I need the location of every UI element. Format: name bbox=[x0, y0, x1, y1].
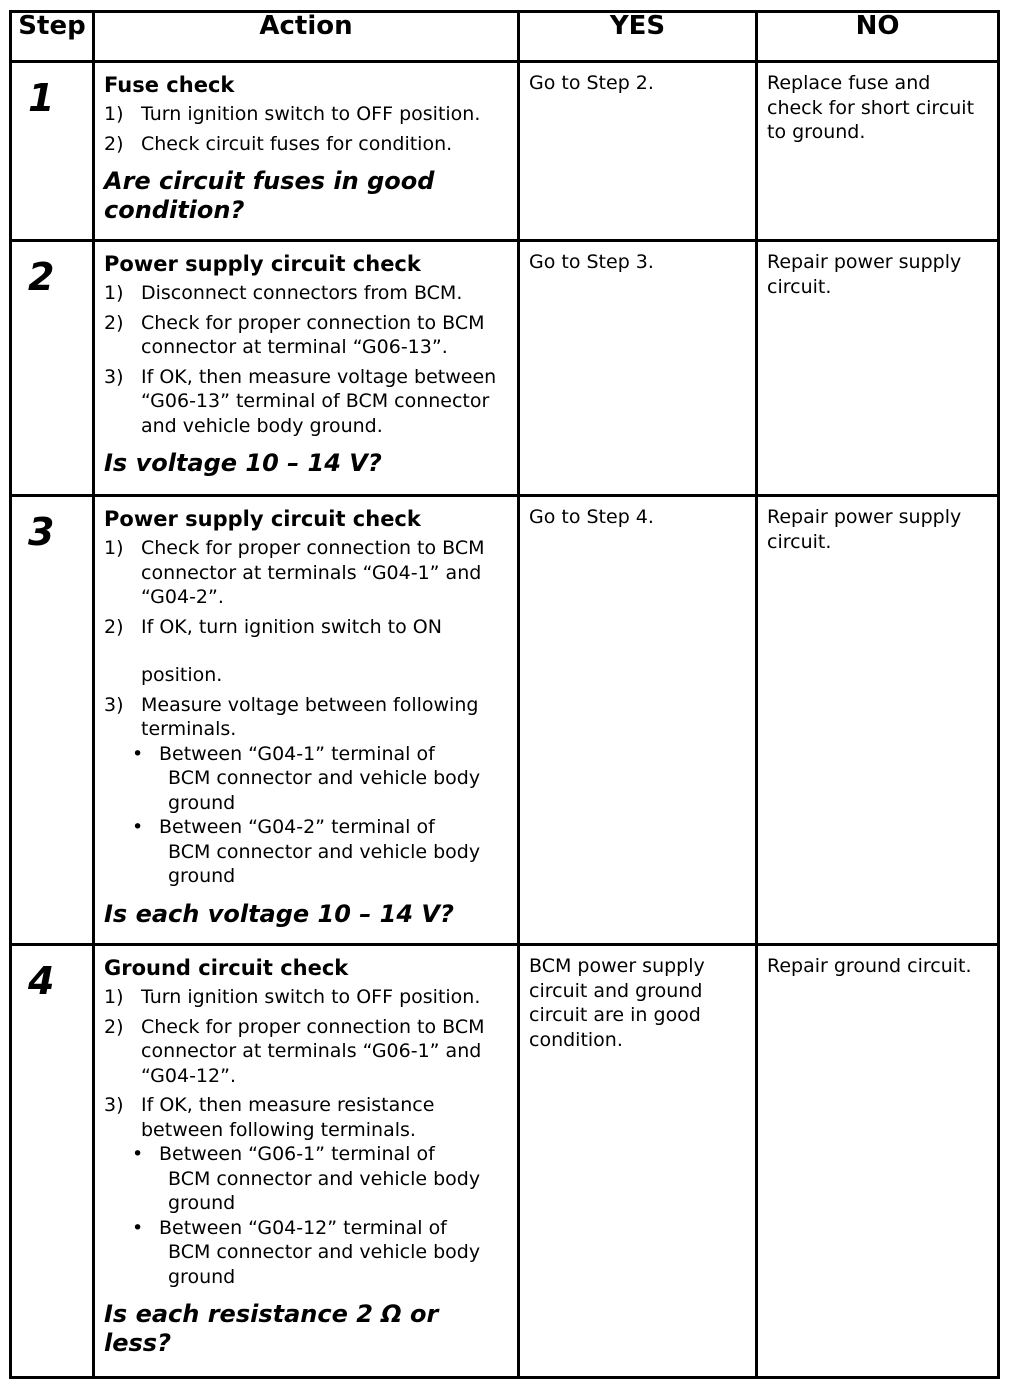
step-title: Ground circuit check bbox=[104, 956, 349, 980]
step-title: Power supply circuit check bbox=[104, 507, 421, 531]
list-item: 1) Turn ignition switch to OFF position. bbox=[104, 986, 481, 1008]
step-question: Is voltage 10 – 14 V? bbox=[104, 449, 382, 477]
list-item: 2) Check for proper connection to BCM connector at terminal “G06-13”. bbox=[104, 311, 485, 358]
header-action: Action bbox=[94, 12, 519, 62]
list-item: 1) Check for proper connection to BCM connector at terminals “G04-1” and “G04-2”. bbox=[104, 537, 485, 608]
action-cell bbox=[95, 63, 517, 225]
table-row bbox=[11, 945, 999, 1378]
header-yes: YES bbox=[519, 12, 757, 62]
list-item: 3) Measure voltage between following terminals. bbox=[104, 693, 479, 740]
step-number: 3 bbox=[28, 510, 55, 554]
step-question: Is each resistance 2 Ω or less? bbox=[104, 1300, 439, 1357]
no-result: Replace fuse and check for short circuit to ground. bbox=[767, 72, 975, 143]
action-cell bbox=[95, 497, 517, 929]
table-row bbox=[11, 62, 999, 241]
list-item: 2) Check for proper connection to BCM connector at terminals “G06-1” and “G04-12”. bbox=[104, 1015, 485, 1087]
action-cell bbox=[95, 242, 517, 478]
header-row bbox=[11, 12, 999, 62]
no-result: Repair ground circuit. bbox=[767, 955, 972, 977]
yes-result: BCM power supply circuit and ground circuit are in good condition. bbox=[529, 955, 705, 1051]
no-result: Repair power supply circuit. bbox=[767, 506, 962, 553]
table-row bbox=[11, 241, 999, 496]
step-number: 1 bbox=[28, 76, 55, 120]
list-item: 3) If OK, then measure resistance between following terminals. bbox=[104, 1094, 435, 1141]
no-result: Repair power supply circuit. bbox=[767, 251, 962, 298]
list-item: 1) Disconnect connectors from BCM. bbox=[104, 282, 463, 304]
step-question: Is each voltage 10 – 14 V? bbox=[104, 899, 454, 928]
list-item: 1) Turn ignition switch to OFF position. bbox=[104, 103, 481, 125]
step-title: Power supply circuit check bbox=[104, 252, 421, 276]
action-cell bbox=[95, 946, 517, 1358]
yes-result: Go to Step 3. bbox=[529, 251, 654, 273]
list-item: 2) Check circuit fuses for condition. bbox=[104, 132, 453, 155]
bullet-item: • Between “G04-1” terminal of BCM connector and vehicle body ground bbox=[132, 742, 481, 814]
bullet-item: • Between “G04-12” terminal of BCM connector and vehicle body ground bbox=[132, 1216, 481, 1288]
step-number: 4 bbox=[28, 959, 55, 1003]
list-item: 3) If OK, then measure voltage between “G06-13” terminal of BCM connector and vehicle body ground. bbox=[104, 365, 497, 437]
header-no: NO bbox=[757, 12, 999, 62]
yes-result: Go to Step 4. bbox=[529, 506, 654, 528]
bullet-item: • Between “G06-1” terminal of BCM connector and vehicle body ground bbox=[132, 1143, 481, 1214]
step-title: Fuse check bbox=[104, 73, 235, 97]
yes-result: Go to Step 2. bbox=[529, 72, 654, 94]
step-question: Are circuit fuses in good condition? bbox=[104, 167, 435, 224]
diagnostic-table bbox=[9, 10, 1000, 1379]
step-number: 2 bbox=[28, 255, 55, 299]
list-item: 2) If OK, turn ignition switch to ON position. bbox=[104, 615, 442, 686]
bullet-item: • Between “G04-2” terminal of BCM connector and vehicle body ground bbox=[132, 816, 481, 887]
header-step: Step bbox=[11, 12, 94, 62]
table-row bbox=[11, 496, 999, 945]
